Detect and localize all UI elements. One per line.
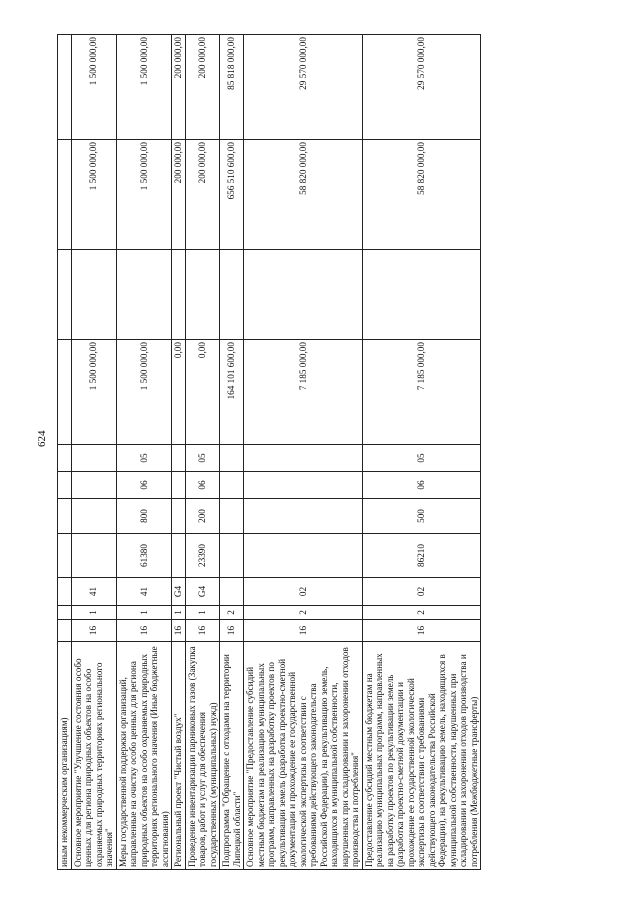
cell-amount-3: 200 000,00 [172, 140, 186, 250]
cell-amount-2 [58, 250, 72, 340]
cell-amount-4: 200 000,00 [172, 35, 186, 140]
cell-expense-type [172, 499, 186, 534]
cell-amount-1: 7 185 000,00 [244, 340, 363, 445]
cell-amount-3: 1 500 000,00 [116, 140, 172, 250]
cell-amount-1: 1 500 000,00 [71, 340, 116, 445]
table-row [220, 35, 244, 870]
cell-subsection: 05 [185, 445, 220, 472]
cell-subprogram: 2 [220, 606, 244, 620]
cell-subsection: 05 [362, 445, 481, 472]
cell-expense-type: 200 [185, 499, 220, 534]
cell-subprogram [58, 606, 72, 620]
cell-event: 02 [362, 578, 481, 606]
cell-expense-type [244, 499, 363, 534]
cell-section [172, 472, 186, 499]
cell-amount-2 [362, 250, 481, 340]
cell-expense-type: 500 [362, 499, 481, 534]
cell-amount-2 [172, 250, 186, 340]
cell-event: G4 [185, 578, 220, 606]
row-name: Региональный проект "Чистый воздух" [172, 642, 186, 870]
cell-section [71, 472, 116, 499]
cell-subsection: 05 [116, 445, 172, 472]
cell-direction [244, 534, 363, 578]
cell-program: 16 [116, 620, 172, 642]
cell-section [220, 472, 244, 499]
cell-amount-1: 0,00 [172, 340, 186, 445]
cell-direction [172, 534, 186, 578]
cell-amount-3: 58 820 000,00 [362, 140, 481, 250]
cell-program: 16 [185, 620, 220, 642]
cell-event: 02 [244, 578, 363, 606]
cell-direction [58, 534, 72, 578]
row-name: иным некоммерческим организациям) [58, 642, 72, 870]
cell-amount-1: 0,00 [185, 340, 220, 445]
row-name: Основное мероприятие "Предоставление субсидий местным бюджетам на реализацию муниципальных программ, направленных на разработку проектов по рекультивации земель (разработка проектно-сметной документации и прохождение ее государственной экологической экспертизы в соответствии с требованиями действующего законодательства Российской Федерации), на рекультивацию земель, находящихся в муниципальной собственности, нарушенных при складировании и захоронении отходов производства и потребления" [244, 642, 363, 870]
cell-section [244, 472, 363, 499]
cell-expense-type [58, 499, 72, 534]
cell-amount-1 [58, 340, 72, 445]
cell-program: 16 [244, 620, 363, 642]
cell-amount-4: 29 570 000,00 [244, 35, 363, 140]
cell-event: 41 [116, 578, 172, 606]
cell-event: 41 [71, 578, 116, 606]
cell-amount-4 [58, 35, 72, 140]
cell-amount-1: 7 185 000,00 [362, 340, 481, 445]
cell-subprogram: 1 [172, 606, 186, 620]
page-number: 624 [36, 430, 48, 447]
cell-direction: 23390 [185, 534, 220, 578]
cell-event: G4 [172, 578, 186, 606]
cell-program: 16 [220, 620, 244, 642]
cell-event [220, 578, 244, 606]
table-row [362, 35, 481, 870]
cell-section: 06 [362, 472, 481, 499]
rotated-budget-table-wrapper [57, 35, 584, 870]
cell-amount-2 [220, 250, 244, 340]
row-name: Подпрограмма "Обращение с отходами на территории Липецкой области" [220, 642, 244, 870]
table-row [71, 35, 116, 870]
cell-section [58, 472, 72, 499]
row-name: Меры государственной поддержки организаций, направленные на очистку особо ценных для региона природных объектов на особо охраняемых природных территориях регионального значения (Иные бюджетные ассигнования) [116, 642, 172, 870]
budget-table [57, 34, 481, 870]
cell-amount-1: 164 101 600,00 [220, 340, 244, 445]
cell-subsection [244, 445, 363, 472]
cell-subsection [220, 445, 244, 472]
cell-amount-2 [185, 250, 220, 340]
cell-section: 06 [185, 472, 220, 499]
row-name: Предоставление субсидий местным бюджетам на реализацию муниципальных программ, направленных на разработку проектов по рекультивации земель (разработка проектно-сметной документации и прохождение ее государственной экологической экспертизы в соответствии с требованиями действующего законодательства Российской Федерации), на рекультивацию земель, находящихся в муниципальной собственности, нарушенных при складировании и захоронении отходов производства и потребления (Межбюджетные трансферты) [362, 642, 481, 870]
table-row [116, 35, 172, 870]
cell-amount-4: 85 818 000,00 [220, 35, 244, 140]
cell-subprogram: 1 [71, 606, 116, 620]
cell-subsection [172, 445, 186, 472]
cell-amount-2 [116, 250, 172, 340]
cell-direction [220, 534, 244, 578]
cell-expense-type [220, 499, 244, 534]
cell-amount-3: 1 500 000,00 [71, 140, 116, 250]
cell-direction: 86210 [362, 534, 481, 578]
cell-amount-2 [244, 250, 363, 340]
cell-amount-3: 200 000,00 [185, 140, 220, 250]
cell-subprogram: 2 [362, 606, 481, 620]
cell-amount-3: 58 820 000,00 [244, 140, 363, 250]
table-row [244, 35, 363, 870]
cell-program: 16 [172, 620, 186, 642]
table-row [172, 35, 186, 870]
cell-expense-type [71, 499, 116, 534]
cell-event [58, 578, 72, 606]
cell-subsection [58, 445, 72, 472]
cell-subprogram: 2 [244, 606, 363, 620]
cell-expense-type: 800 [116, 499, 172, 534]
cell-program: 16 [362, 620, 481, 642]
table-row [185, 35, 220, 870]
cell-program [58, 620, 72, 642]
cell-amount-4: 1 500 000,00 [71, 35, 116, 140]
cell-amount-1: 1 500 000,00 [116, 340, 172, 445]
cell-amount-4: 1 500 000,00 [116, 35, 172, 140]
cell-subprogram: 1 [116, 606, 172, 620]
cell-amount-3 [58, 140, 72, 250]
cell-amount-4: 200 000,00 [185, 35, 220, 140]
cell-amount-2 [71, 250, 116, 340]
cell-subprogram: 1 [185, 606, 220, 620]
row-name: Основное мероприятие "Улучшение состояния особо ценных для региона природных объектов на особо охраняемых природных территориях регионального значения" [71, 642, 116, 870]
row-name: Проведение инвентаризации парниковых газов (Закупка товаров, работ и услуг для обеспечения государственных (муниципальных) нужд) [185, 642, 220, 870]
cell-direction [71, 534, 116, 578]
cell-amount-3: 656 510 600,00 [220, 140, 244, 250]
cell-subsection [71, 445, 116, 472]
table-row [58, 35, 72, 870]
cell-program: 16 [71, 620, 116, 642]
cell-direction: 61380 [116, 534, 172, 578]
cell-amount-4: 29 570 000,00 [362, 35, 481, 140]
cell-section: 06 [116, 472, 172, 499]
